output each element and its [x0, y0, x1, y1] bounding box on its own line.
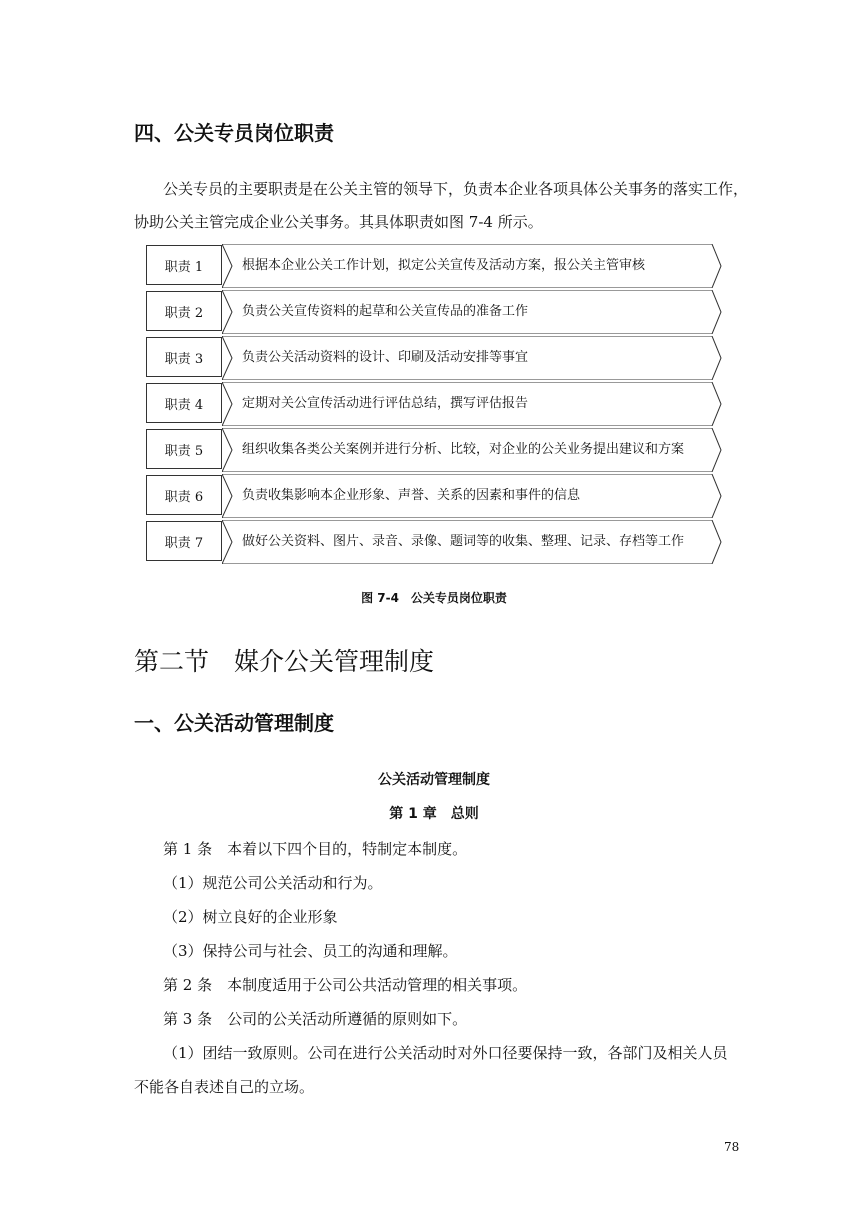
duty-row [146, 290, 722, 334]
duty-text: 做好公关资料、图片、录音、录像、题词等的收集、整理、记录、存档等工作 [242, 534, 685, 549]
duty-label: 职责 5 [146, 429, 222, 469]
list-item: （3）保持公司与社会、员工的沟通和理解。 [163, 942, 458, 960]
list-item: （1）规范公司公关活动和行为。 [163, 874, 383, 892]
regulation-title: 公关活动管理制度 [378, 772, 490, 788]
duty-text: 负责公关活动资料的设计、印刷及活动安排等事宜 [242, 350, 529, 365]
duty-row [146, 336, 722, 380]
page-number: 78 [724, 1140, 740, 1154]
principle-1-line-1: （1）团结一致原则。公司在进行公关活动时对外口径要保持一致，各部门及相关人员 [163, 1044, 728, 1062]
figure-caption: 图 7-4 公关专员岗位职责 [361, 591, 507, 605]
duty-row [146, 244, 722, 288]
duty-row [146, 474, 722, 518]
duty-row [146, 382, 722, 426]
list-item: （2）树立良好的企业形象 [163, 908, 338, 926]
principle-1-line-2: 不能各自表述自己的立场。 [134, 1078, 315, 1096]
duty-label: 职责 2 [146, 291, 222, 331]
intro-paragraph-line-2: 协助公关主管完成企业公关事务。其具体职责如图 7-4 所示。 [134, 213, 543, 231]
subsection-title: 一、公关活动管理制度 [134, 711, 334, 735]
section-heading: 四、公关专员岗位职责 [134, 121, 334, 145]
duty-label: 职责 6 [146, 475, 222, 515]
section-title: 第二节 媒介公关管理制度 [134, 647, 435, 676]
duty-text: 根据本企业公关工作计划，拟定公关宣传及活动方案，报公关主管审核 [242, 258, 646, 273]
duty-row [146, 520, 722, 564]
article-1: 第 1 条 本着以下四个目的，特制定本制度。 [163, 840, 468, 858]
duty-text: 定期对关公宣传活动进行评估总结，撰写评估报告 [242, 396, 529, 411]
chapter-heading: 第 1 章 总则 [389, 806, 479, 822]
article-3: 第 3 条 公司的公关活动所遵循的原则如下。 [163, 1010, 468, 1028]
duty-label: 职责 3 [146, 337, 222, 377]
duty-label: 职责 1 [146, 245, 222, 285]
duty-row [146, 428, 722, 472]
article-2: 第 2 条 本制度适用于公司公共活动管理的相关事项。 [163, 976, 528, 994]
duty-text: 负责收集影响本企业形象、声誉、关系的因素和事件的信息 [242, 488, 581, 503]
duty-label: 职责 7 [146, 521, 222, 561]
intro-paragraph-line-1: 公关专员的主要职责是在公关主管的领导下，负责本企业各项具体公关事务的落实工作， [163, 180, 749, 198]
duty-label: 职责 4 [146, 383, 222, 423]
duty-text: 组织收集各类公关案例并进行分析、比较，对企业的公关业务提出建议和方案 [242, 442, 685, 457]
duty-text: 负责公关宣传资料的起草和公关宣传品的准备工作 [242, 304, 529, 319]
